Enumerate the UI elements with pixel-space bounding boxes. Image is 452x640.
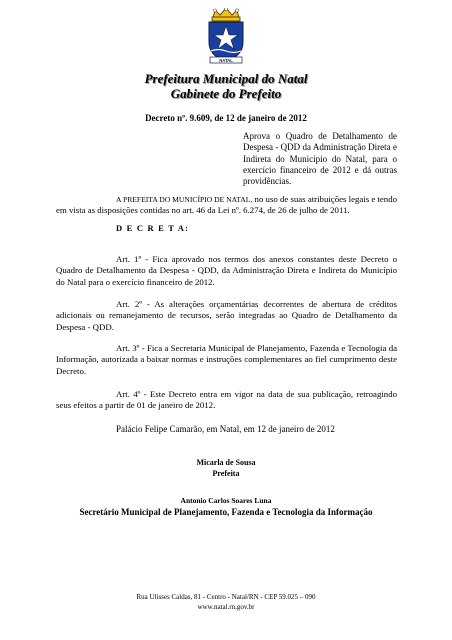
footer-website: www.natal.rn.gov.br [197,603,255,611]
decree-summary: Aprova o Quadro de Detalhamento de Despesa - QDD da Administração Direta e Indireta do Município do Natal, para o exercício financeiro de 2012 e dá outras providências. [243,131,397,187]
institution-name: Prefeitura Municipal do Natal [144,71,308,86]
signatory-name-secretary: Antonio Carlos Soares Luna [180,496,272,505]
signatory-role-mayor: Prefeita [212,469,240,478]
decreta-heading: D E C R E T A: [116,223,190,233]
preamble-caps: A PREFEITA DO MUNICÍPIO DE NATAL, [116,195,253,204]
article-4: Art. 4º - Este Decreto entra em vigor na data de sua publicação, retroagindo seus efeitos a partir de 01 de janeiro de 2012. [56,389,397,411]
preamble-paragraph [56,194,397,217]
office-name: Gabinete do Prefeito [170,86,282,101]
decree-title-text: Decreto nº. 9.609, de 12 de janeiro de 2012 [145,113,307,123]
closing-place-date: Palácio Felipe Camarão, em Natal, em 12 de janeiro de 2012 [116,424,335,434]
article-1: Art. 1º - Fica aprovado nos termos dos anexos constantes deste Decreto o Quadro de Detalhamento da Despesa - QDD, da Administração Direta e Indireta do Município do Natal para o exercício financeiro de 2012. [56,254,397,287]
coat-of-arms-icon [201,8,251,64]
article-2: Art. 2º - As alterações orçamentárias decorrentes de abertura de créditos adicionais ou remanejamento de recursos, serão integradas ao Quadro de Detalhamento da Despesa - QDD. [56,299,397,332]
signatory-name-mayor: Micarla de Sousa [196,458,256,467]
crest-banner-text: NATAL [219,58,233,63]
preamble-text: no uso de suas atribuições legais e tendo em vista as disposições contidas no art. 46 da Lei nº. 6.274, de 26 de julho de 2011. [56,194,397,216]
signatory-role-secretary: Secretário Municipal de Planejamento, Fazenda e Tecnologia da Informação [79,507,373,517]
footer-address: Rua Ulisses Caldas, 81 - Centro - Natal/RN - CEP 59.025 – 090 [136,593,316,601]
decree-title [0,113,452,124]
article-3: Art. 3º - Fica a Secretaria Municipal de Planejamento, Fazenda e Tecnologia da Informação, autorizada a baixar normas e instruções complementares ao fiel cumprimento deste Decreto. [56,343,397,376]
